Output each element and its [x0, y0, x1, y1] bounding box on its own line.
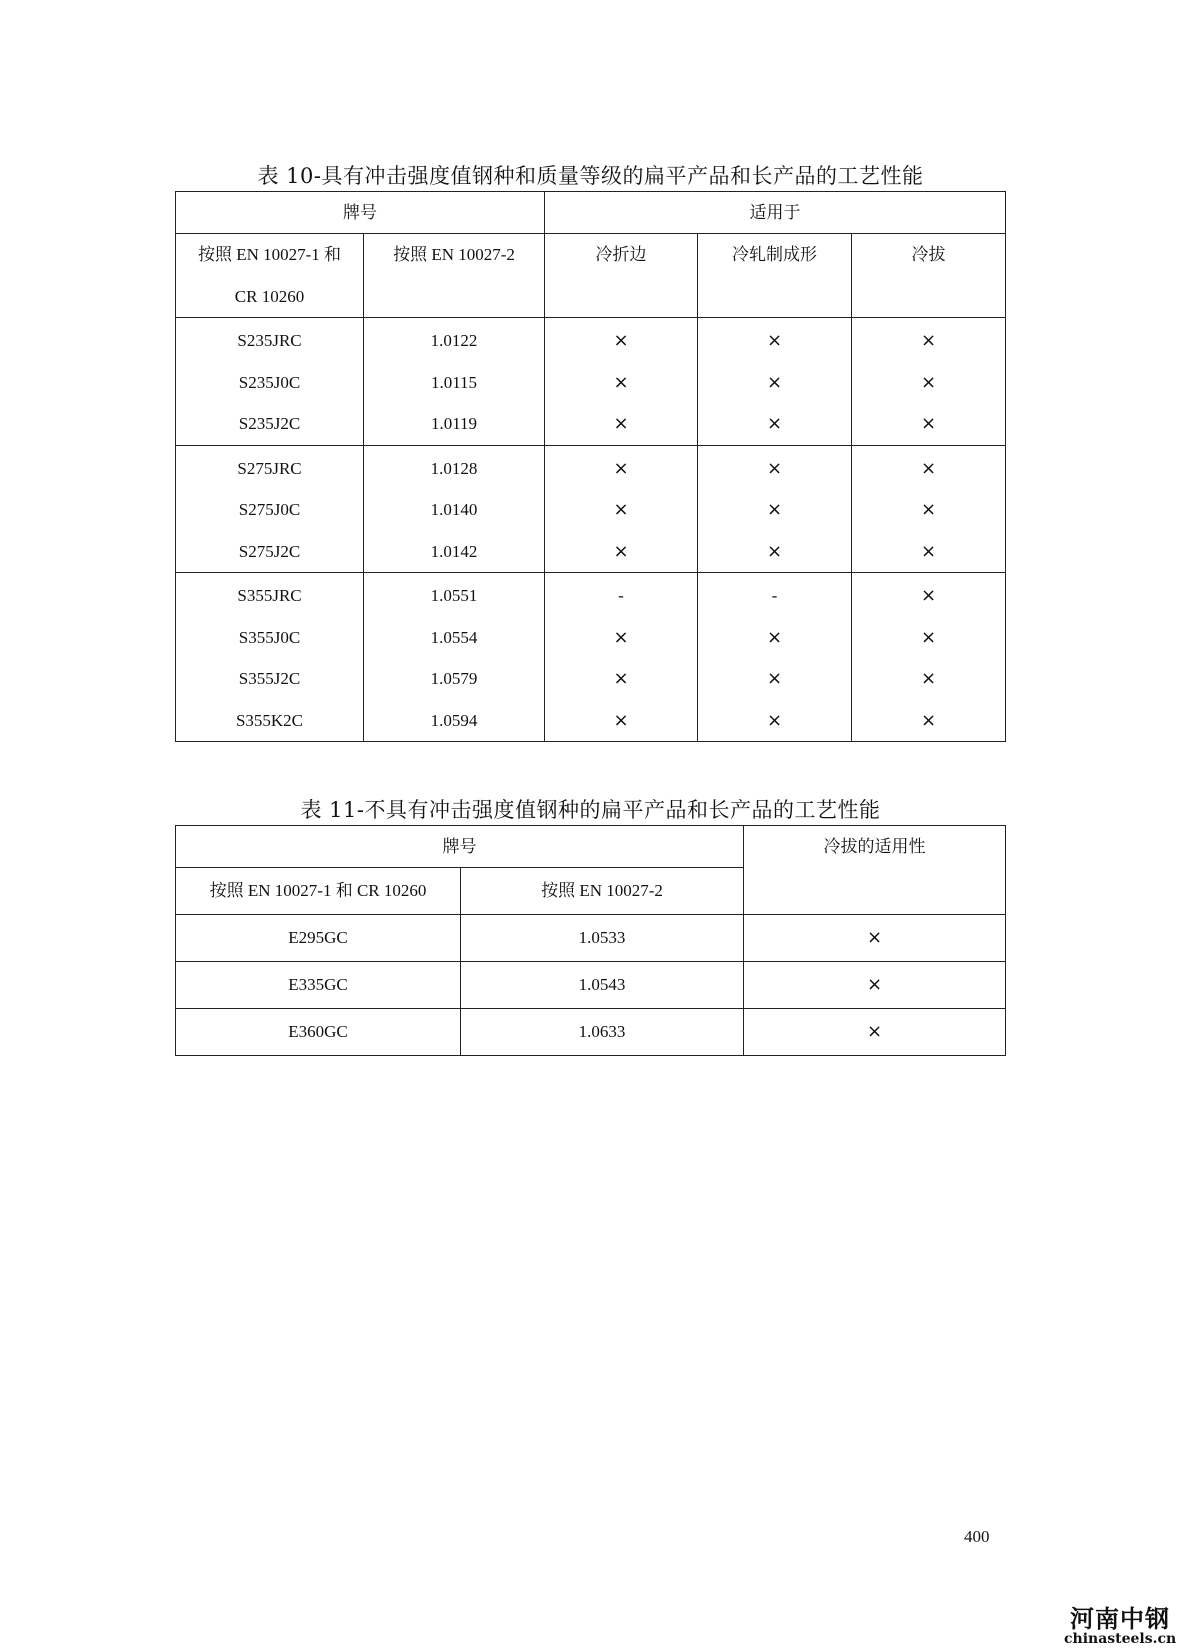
- table10-roll-cell: [698, 573, 852, 742]
- grade-name: S275JRC: [237, 458, 302, 478]
- watermark-logo: [1064, 1606, 1176, 1646]
- table10-header-en10027-1-line2: CR 10260: [234, 286, 305, 306]
- cross-mark: ×: [920, 709, 937, 731]
- table10-header-row-1: [176, 192, 1006, 234]
- table-row: [176, 1009, 1006, 1056]
- cross-mark: ×: [613, 668, 629, 689]
- table10-header-row-2: [176, 234, 1006, 318]
- table10-number-cell: [364, 318, 545, 446]
- table11-header-en10027-2: 按照 EN 10027-2: [461, 868, 744, 915]
- table10-roll-cell: [698, 445, 852, 573]
- material-number: 1.0533: [461, 915, 744, 962]
- cross-mark: ×: [613, 709, 629, 731]
- table10-fold-cell: [545, 318, 698, 446]
- grade-name: S355J0C: [238, 627, 301, 647]
- table10-header-en10027-1-line1: 按照 EN 10027-1 和: [197, 245, 342, 264]
- table10-header-en10027-2: [364, 234, 545, 318]
- material-number: 1.0122: [430, 331, 478, 350]
- material-number: 1.0128: [430, 458, 478, 478]
- table-row: [176, 962, 1006, 1009]
- cross-mark: ×: [920, 540, 937, 562]
- table-row: [176, 915, 1006, 962]
- cross-mark: ×: [613, 457, 629, 479]
- table11-header-cold-drawing-applicability: 冷拔的适用性: [744, 826, 1006, 915]
- cross-mark: ×: [920, 371, 937, 393]
- table10-header-applicable: 适用于: [545, 192, 1006, 234]
- table10-roll-cell: [698, 318, 852, 446]
- grade-name: S275J2C: [238, 541, 301, 561]
- cross-mark: ×: [920, 457, 937, 479]
- cross-mark: ×: [920, 413, 937, 434]
- material-number: 1.0551: [430, 586, 478, 605]
- material-number: 1.0115: [430, 372, 478, 392]
- cross-mark: ×: [920, 330, 937, 351]
- grade-name: S275J0C: [238, 500, 301, 519]
- material-number: 1.0119: [430, 414, 478, 433]
- page-number: 400: [964, 1527, 990, 1546]
- cross-mark: ×: [744, 962, 1006, 1009]
- cross-mark: ×: [920, 626, 937, 648]
- table10-header-grade: 牌号: [176, 192, 545, 234]
- table10-header-cold-roll-forming: [698, 234, 852, 318]
- table10-fold-cell: [545, 445, 698, 573]
- grade-name: S355JRC: [237, 586, 302, 605]
- grade-name: E360GC: [176, 1009, 461, 1056]
- table10-grade-cell: [176, 573, 364, 742]
- cross-mark: ×: [766, 626, 783, 648]
- cross-mark: ×: [766, 457, 783, 479]
- cross-mark: ×: [920, 499, 937, 520]
- cross-mark: ×: [766, 330, 783, 351]
- table11-caption: 表 11-不具有冲击强度值钢种的扁平产品和长产品的工艺性能: [300, 798, 881, 822]
- grade-name: S355J2C: [238, 669, 301, 688]
- grade-name: S235J2C: [238, 414, 301, 433]
- table10-header-cold-roll-forming-text: 冷轧制成形: [732, 245, 817, 264]
- table10-header-en10027-1: [176, 234, 364, 318]
- table10-grade-cell: [176, 318, 364, 446]
- cross-mark: ×: [766, 709, 783, 731]
- table10-group-s235: [176, 318, 1006, 446]
- grade-name: E335GC: [176, 962, 461, 1009]
- watermark-site: chinasteels.cn: [1064, 1631, 1177, 1647]
- table11-header-row-1: [176, 826, 1006, 868]
- cross-mark: ×: [766, 668, 783, 689]
- grade-name: S235J0C: [238, 372, 301, 392]
- material-number: 1.0579: [430, 669, 478, 688]
- material-number: 1.0142: [430, 541, 478, 561]
- cross-mark: ×: [613, 330, 629, 351]
- table11: [175, 825, 1006, 1056]
- table10: [175, 191, 1006, 742]
- cross-mark: ×: [613, 413, 629, 434]
- cross-mark: ×: [920, 668, 937, 689]
- table11-header-en10027-1: 按照 EN 10027-1 和 CR 10260: [176, 868, 461, 915]
- table10-header-cold-drawing-text: 冷拔: [911, 245, 946, 264]
- table10-header-cold-folding-text: 冷折边: [595, 245, 647, 264]
- material-number: 1.0543: [461, 962, 744, 1009]
- cross-mark: ×: [613, 371, 629, 393]
- cross-mark: ×: [766, 499, 783, 520]
- cross-mark: ×: [920, 585, 937, 606]
- cross-mark: ×: [744, 915, 1006, 962]
- material-number: 1.0554: [430, 627, 478, 647]
- material-number: 1.0633: [461, 1009, 744, 1056]
- table10-draw-cell: [852, 318, 1006, 446]
- table10-caption: 表 10-具有冲击强度值钢种和质量等级的扁平产品和长产品的工艺性能: [257, 164, 924, 188]
- table10-number-cell: [364, 573, 545, 742]
- dash-mark: -: [618, 586, 624, 605]
- table10-draw-cell: [852, 573, 1006, 742]
- table10-header-cold-folding: [545, 234, 698, 318]
- dash-mark: -: [771, 586, 778, 605]
- table10-group-s355: [176, 573, 1006, 742]
- material-number: 1.0594: [430, 710, 478, 730]
- material-number: 1.0140: [430, 500, 478, 519]
- watermark-cn: 河南中钢: [1070, 1605, 1170, 1633]
- cross-mark: ×: [613, 499, 629, 520]
- grade-name: S235JRC: [237, 331, 302, 350]
- cross-mark: ×: [613, 626, 629, 648]
- table10-grade-cell: [176, 445, 364, 573]
- table10-header-en10027-2-text: 按照 EN 10027-2: [393, 245, 515, 264]
- cross-mark: ×: [766, 540, 783, 562]
- table10-fold-cell: [545, 573, 698, 742]
- table11-header-grade: 牌号: [176, 826, 744, 868]
- table10-header-cold-drawing: [852, 234, 1006, 318]
- table10-draw-cell: [852, 445, 1006, 573]
- cross-mark: ×: [766, 413, 783, 434]
- grade-name: E295GC: [176, 915, 461, 962]
- cross-mark: ×: [766, 371, 783, 393]
- grade-name: S355K2C: [235, 710, 304, 730]
- table10-group-s275: [176, 445, 1006, 573]
- table10-number-cell: [364, 445, 545, 573]
- cross-mark: ×: [613, 540, 629, 562]
- cross-mark: ×: [744, 1009, 1006, 1056]
